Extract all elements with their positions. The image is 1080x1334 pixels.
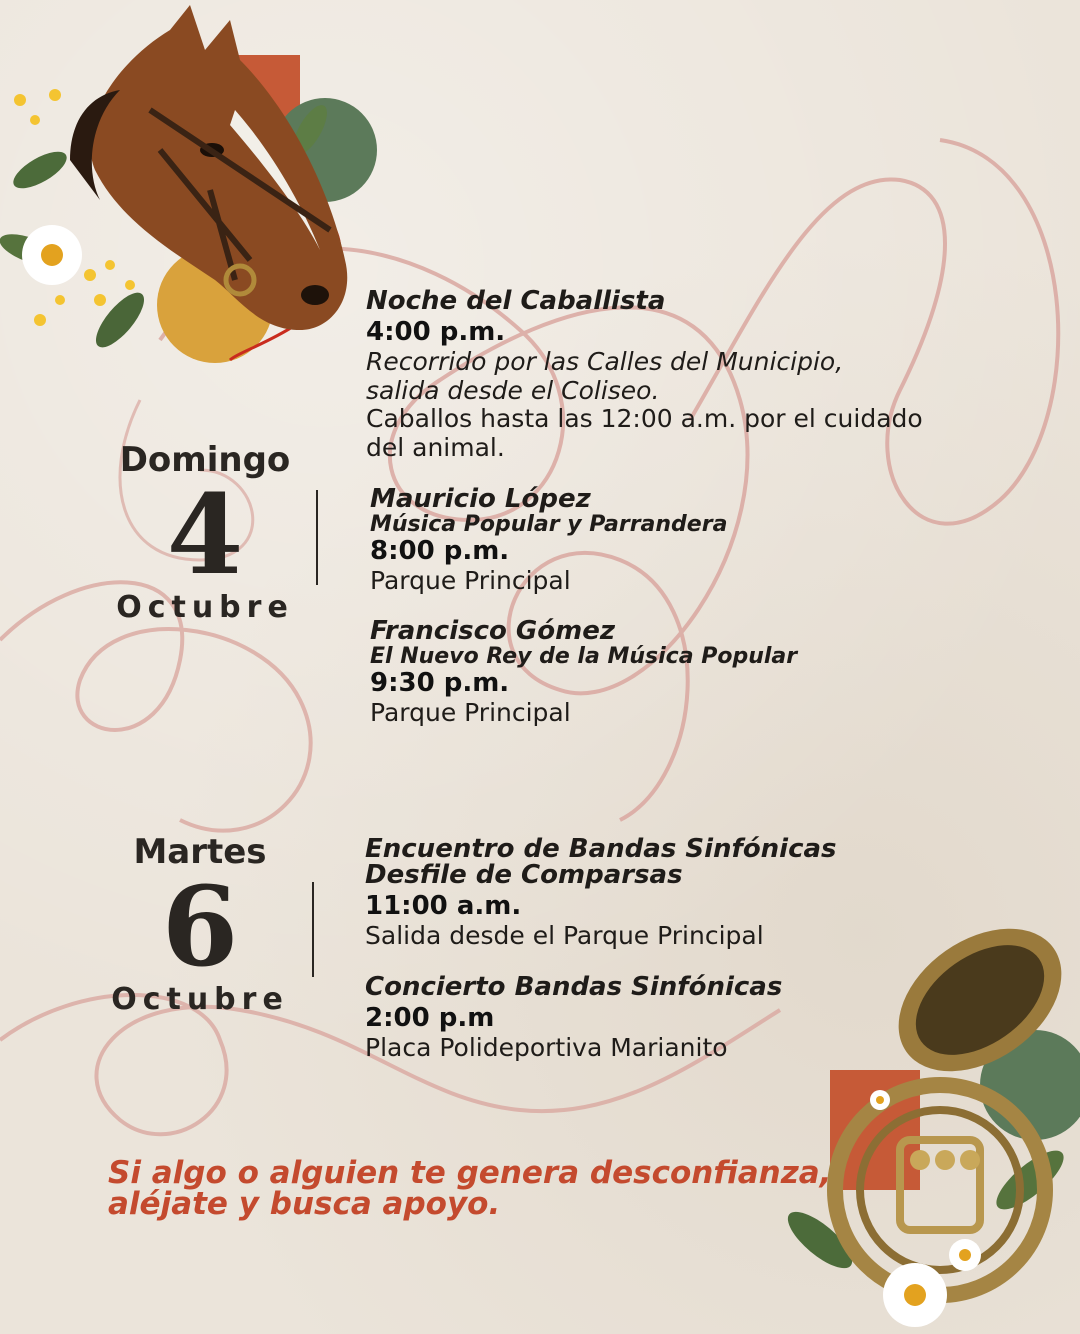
event-subtitle: El Nuevo Rey de la Música Popular [370,644,798,669]
month-label: Octubre [116,590,294,625]
event-time: 2:00 p.m [365,1003,495,1033]
event-time: 4:00 p.m. [366,317,506,347]
event-detail: salida desde el Coliseo. [366,375,660,405]
event-title: Encuentro de Bandas Sinfónicas [365,834,837,864]
event-noche-caballista [366,288,1026,463]
event-title-line2: Desfile de Comparsas [365,860,683,890]
event-location: Placa Polideportiva Marianito [365,1032,728,1062]
weekday-label: Domingo [119,440,291,480]
event-time: 8:00 p.m. [370,536,510,567]
safety-warning [108,1155,832,1222]
event-location: Salida desde el Parque Principal [365,920,764,950]
weekday-label: Martes [133,832,267,872]
event-francisco-gomez [370,618,1010,728]
horse-illustration [0,0,380,380]
event-time: 11:00 a.m. [365,891,522,921]
date-block-tuesday [105,832,295,1017]
day-number: 4 [166,470,244,599]
event-bandas-comparsas [365,836,1005,951]
day-number: 6 [161,862,239,991]
event-title: Concierto Bandas Sinfónicas [365,972,783,1002]
date-divider [312,882,314,977]
date-divider [316,490,318,585]
warning-line: aléjate y busca apoyo. [108,1186,501,1222]
event-mauricio-lopez [370,486,1010,596]
event-subtitle: Música Popular y Parrandera [370,512,728,537]
event-title: Mauricio López [370,484,591,514]
event-time: 9:30 p.m. [370,668,510,699]
event-concierto-bandas [365,974,1005,1063]
event-detail: Recorrido por las Calles del Municipio, [366,346,844,376]
event-title: Francisco Gómez [370,616,615,646]
event-detail: del animal. [366,433,505,463]
event-detail: Caballos hasta las 12:00 a.m. por el cuidado [366,404,923,434]
event-title: Noche del Caballista [366,286,666,316]
month-label: Octubre [111,982,289,1017]
date-block-sunday [110,440,300,625]
event-location: Parque Principal [370,698,571,728]
event-location: Parque Principal [370,566,571,596]
warning-line: Si algo o alguien te genera desconfianza, [108,1155,832,1191]
